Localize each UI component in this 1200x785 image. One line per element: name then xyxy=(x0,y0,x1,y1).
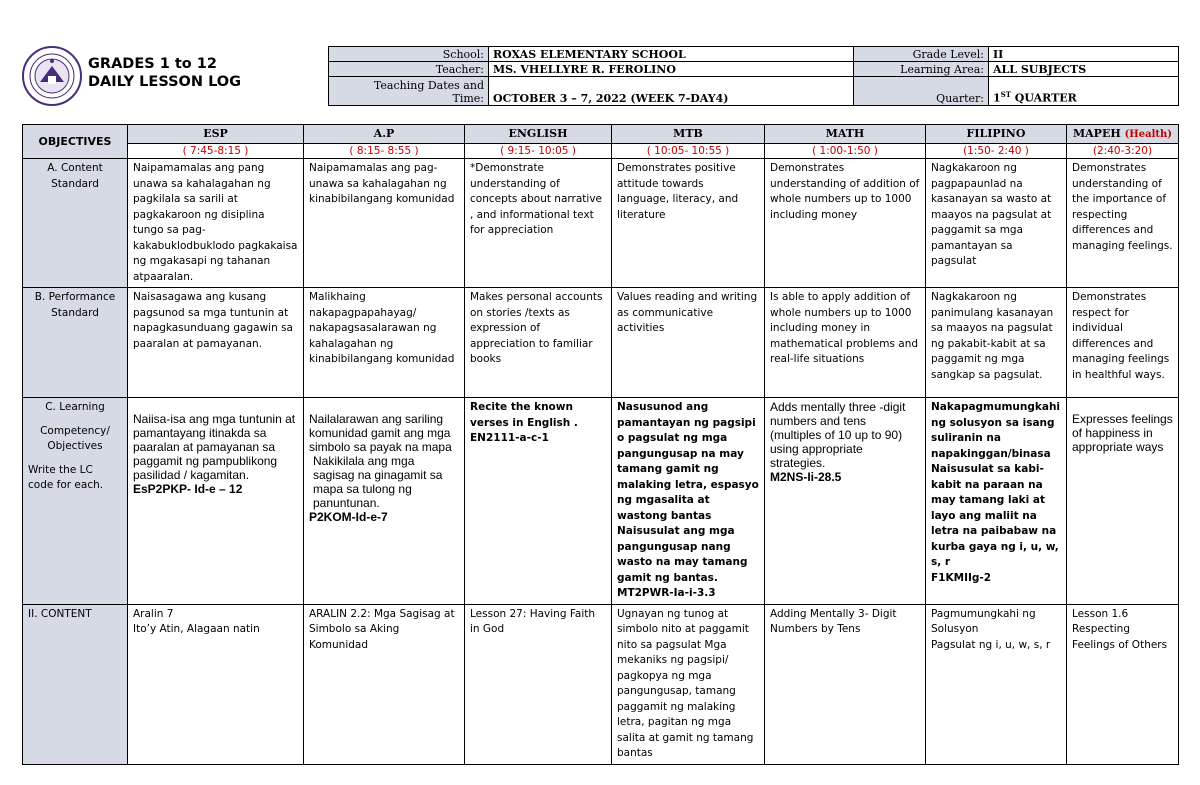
teacher-value: MS. VHELLYRE R. FEROLINO xyxy=(489,62,854,77)
content-filipino: Pagmumungkahi ng Solusyon Pagsulat ng i, u, w, s, r xyxy=(926,604,1067,764)
competency-filipino: Nakapagmumungkahi ng solusyon sa isang suliranin na napakinggan/binasa Naisusulat sa kabi-kabit na paraan na may tamang laki at layo ang maliit na letra na paibabaw na kurba gaya ng i, u, w, s, r F1KMIIg-2 xyxy=(926,398,1067,605)
content-english: Lesson 27: Having Faith in God xyxy=(465,604,612,764)
performance-standard-mtb: Values reading and writing as communicative activities xyxy=(612,288,765,398)
grade-level-label: Grade Level: xyxy=(854,47,989,62)
learning-competency-label: C. Learning Competency/ Objectives Write the LC code for each. xyxy=(23,398,128,605)
performance-standard-filipino: Nagkakaroon ng panimulang kasanayan sa maayos na pagsulat ng pakabit-kabit at sa paggamit ng mga sangkap sa pagsulat. xyxy=(926,288,1067,398)
content-standard-mapeh: Demonstrates understanding of the importance of respecting differences and managing feelings. xyxy=(1067,159,1179,288)
content-standard-english: *Demonstrate understanding of concepts about narrative , and informational text for appreciation xyxy=(465,159,612,288)
performance-standard-ap: Malikhaing nakapagpapahayag/ nakapagsasalarawan ng kahalagahan ng kinabibilangang komunidad xyxy=(304,288,465,398)
deped-seal-logo xyxy=(22,46,82,106)
time-filipino: (1:50- 2:40 ) xyxy=(926,144,1067,159)
quarter-value: 1ST QUARTER xyxy=(989,77,1179,106)
school-label: School: xyxy=(329,47,489,62)
content-ap: ARALIN 2.2: Mga Sagisag at Simbolo sa Aking Komunidad xyxy=(304,604,465,764)
header-info-table xyxy=(328,46,1179,106)
lc-code-filipino: F1KMIIg-2 xyxy=(931,571,992,584)
subject-header-english: ENGLISH xyxy=(465,125,612,144)
subject-header-math: MATH xyxy=(765,125,926,144)
lc-code-math: M2NS-Ii-28.5 xyxy=(770,470,842,484)
content-standard-ap: Naipamamalas ang pag-unawa sa kahalagahan ng kinabibilangang komunidad xyxy=(304,159,465,288)
content-standard-math: Demonstrates understanding of addition of whole numbers up to 1000 including money xyxy=(765,159,926,288)
content-mtb: Ugnayan ng tunog at simbolo nito at paggamit nito sa pagsulat Mga mekaniks ng pagsipi/ pagkopya ng mga pangungusap, tamang paggamit ng malaking letra, pagitan ng mga salita at gamit ng tamang bantas xyxy=(612,604,765,764)
performance-standard-esp: Naisasagawa ang kusang pagsunod sa mga tuntunin at napagkasunduang gagawin sa paaralan at pamayanan. xyxy=(128,288,304,398)
lc-code-mtb: MT2PWR-Ia-i-3.3 xyxy=(617,587,716,599)
subject-header-ap: A.P xyxy=(304,125,465,144)
time-ap: ( 8:15- 8:55 ) xyxy=(304,144,465,159)
objectives-header: OBJECTIVES xyxy=(23,125,128,159)
content-standard-esp: Naipamamalas ang pang unawa sa kahalagahan ng pagkilala sa sarili at pagkakaroon ng disiplina tungo sa pag-kakabuklodbuklodo pagkakaisa ng mgakasapi ng tahanan atpaaralan. xyxy=(128,159,304,288)
time-esp: ( 7:45-8:15 ) xyxy=(128,144,304,159)
title-line-1: GRADES 1 to 12 xyxy=(88,56,217,72)
teaching-dates-value: OCTOBER 3 – 7, 2022 (WEEK 7-DAY4) xyxy=(489,77,854,106)
time-mtb: ( 10:05- 10:55 ) xyxy=(612,144,765,159)
content-standard-label: A. Content Standard xyxy=(23,159,128,288)
subject-header-mtb: MTB xyxy=(612,125,765,144)
competency-esp: Naiisa-isa ang mga tuntunin at pamantayang itinakda sa paaralan at pamayanan sa paggamit ng pampublikong pasilidad / kagamitan. EsP2PKP- Id-e – 12 xyxy=(128,398,304,605)
content-standard-filipino: Nagkakaroon ng pagpapaunlad na kasanayan sa wasto at maayos na pagsulat at paggamit sa mga pamantayan sa pagsulat xyxy=(926,159,1067,288)
learning-area-value: ALL SUBJECTS xyxy=(989,62,1179,77)
competency-english: Recite the known verses in English . EN2111-a-c-1 xyxy=(465,398,612,605)
content-mapeh: Lesson 1.6 Respecting Feelings of Others xyxy=(1067,604,1179,764)
performance-standard-label: B. Performance Standard xyxy=(23,288,128,398)
competency-ap: Nailalarawan ang sariling komunidad gamit ang mga simbolo sa payak na mapa Nakikilala ang mga sagisag na ginagamit sa mapa sa tulong ng panuntunan. P2KOM-Id-e-7 xyxy=(304,398,465,605)
quarter-label: Quarter: xyxy=(854,77,989,106)
teaching-dates-label: Teaching Dates and Time: xyxy=(329,77,489,106)
grade-level-value: II xyxy=(989,47,1179,62)
performance-standard-mapeh: Demonstrates respect for individual differences and managing feelings in healthful ways. xyxy=(1067,288,1179,398)
subject-header-filipino: FILIPINO xyxy=(926,125,1067,144)
school-value: ROXAS ELEMENTARY SCHOOL xyxy=(489,47,854,62)
time-english: ( 9:15- 10:05 ) xyxy=(465,144,612,159)
lc-code-esp: EsP2PKP- Id-e – 12 xyxy=(133,482,243,496)
lc-code-english: EN2111-a-c-1 xyxy=(470,432,549,444)
subject-header-mapeh: MAPEH (Health) xyxy=(1067,125,1179,144)
lesson-log-table xyxy=(22,124,1179,765)
content-standard-mtb: Demonstrates positive attitude towards language, literacy, and literature xyxy=(612,159,765,288)
competency-mapeh: Expresses feelings of happiness in appropriate ways xyxy=(1067,398,1179,605)
learning-area-label: Learning Area: xyxy=(854,62,989,77)
document-title xyxy=(88,55,241,91)
performance-standard-english: Makes personal accounts on stories /texts as expression of appreciation to familiar books xyxy=(465,288,612,398)
time-mapeh: (2:40-3:20) xyxy=(1067,144,1179,159)
competency-mtb: Nasusunod ang pamantayan ng pagsipi o pagsulat ng mga pangungusap na may tamang gamit ng malaking letra, espasyo ng mgasalita at wastong bantas Naisusulat ang mga pangungusap nang wasto na may tamang gamit ng bantas. MT2PWR-Ia-i-3.3 xyxy=(612,398,765,605)
performance-standard-math: Is able to apply addition of whole numbers up to 1000 including money in mathematical problems and real-life situations xyxy=(765,288,926,398)
subject-header-esp: ESP xyxy=(128,125,304,144)
teacher-label: Teacher: xyxy=(329,62,489,77)
competency-math: Adds mentally three -digit numbers and tens (multiples of 10 up to 90) using appropriate strategies. M2NS-Ii-28.5 xyxy=(765,398,926,605)
content-math: Adding Mentally 3- Digit Numbers by Tens xyxy=(765,604,926,764)
content-label: II. CONTENT xyxy=(23,604,128,764)
time-math: ( 1:00-1:50 ) xyxy=(765,144,926,159)
content-esp: Aralin 7 Ito’y Atin, Alagaan natin xyxy=(128,604,304,764)
lc-code-ap: P2KOM-Id-e-7 xyxy=(309,510,388,524)
title-line-2: DAILY LESSON LOG xyxy=(88,74,242,90)
